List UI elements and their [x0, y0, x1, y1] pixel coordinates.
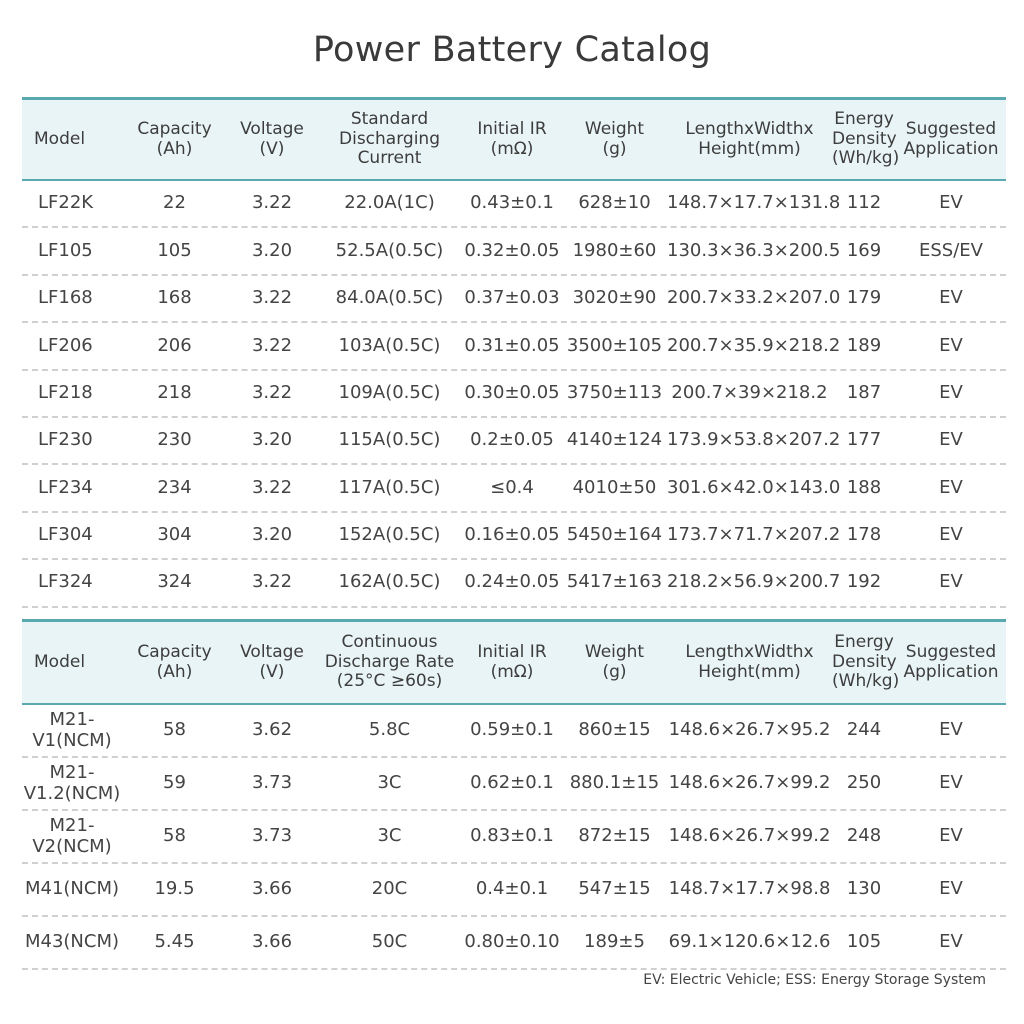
table-cell: 109A(0.5C) — [338, 381, 441, 403]
table-cell: 3.62 — [251, 719, 293, 741]
header-capacity: Capacity (Ah) — [137, 641, 212, 682]
table-cell: 0.24±0.05 — [464, 571, 560, 593]
table-cell: EV — [939, 931, 963, 953]
table-cell: 5.8C — [368, 719, 411, 741]
table-cell: 152A(0.5C) — [338, 524, 441, 546]
table-cell: EV — [939, 571, 963, 593]
header-model: Model — [34, 128, 86, 149]
table-cell: 4010±50 — [572, 476, 657, 498]
table-row — [22, 864, 1006, 917]
header-voltage: Voltage (V) — [240, 118, 304, 159]
header-energy-density: Energy Density (Wh/kg) — [832, 109, 900, 169]
table-cell: 177 — [846, 429, 882, 451]
table-cell: EV — [939, 192, 963, 214]
table-cell: LF105 — [38, 239, 93, 261]
table-cell: 189±5 — [584, 931, 645, 953]
table-cell: 0.2±0.05 — [470, 429, 554, 451]
table-cell: EV — [939, 334, 963, 356]
table-cell: 130.3×36.3×200.5 — [667, 239, 841, 261]
table-row — [22, 811, 1006, 864]
table-body — [22, 705, 1006, 970]
table-row — [22, 465, 1006, 512]
table-cell: 547±15 — [578, 878, 651, 900]
table-cell: 59 — [163, 772, 186, 794]
table-cell: 0.83±0.1 — [470, 825, 554, 847]
table-cell: EV — [939, 524, 963, 546]
header-discharge-rate: Continuous Discharge Rate (25°C ≥60s) — [324, 632, 455, 692]
table-cell: 187 — [846, 381, 882, 403]
table-row — [22, 181, 1006, 228]
table-cell: LF230 — [38, 429, 93, 451]
table-cell: EV — [939, 429, 963, 451]
table-cell: 200.7×33.2×207.0 — [667, 287, 841, 309]
table-body — [22, 181, 1006, 608]
table-cell: 20C — [371, 878, 408, 900]
header-model: Model — [34, 651, 86, 672]
table-cell: 0.62±0.1 — [470, 772, 554, 794]
table-cell: ≤0.4 — [490, 476, 534, 498]
table-row — [22, 323, 1006, 370]
table-cell: LF168 — [38, 287, 93, 309]
table-cell: 3.22 — [251, 334, 293, 356]
table-cell: 200.7×39×218.2 — [671, 381, 828, 403]
table-cell: 218.2×56.9×200.7 — [667, 571, 841, 593]
table-cell: EV — [939, 825, 963, 847]
table-cell: 3.22 — [251, 476, 293, 498]
table-cell: EV — [939, 287, 963, 309]
table-cell: 3.20 — [251, 524, 293, 546]
table-cell: 22 — [163, 192, 186, 214]
table-cell: 3750±113 — [566, 381, 663, 403]
table-cell: 5.45 — [154, 931, 195, 953]
table-row — [22, 228, 1006, 275]
table-cell: M41(NCM) — [24, 878, 120, 900]
header-discharging-current: Standard Discharging Current — [339, 109, 440, 169]
header-voltage: Voltage (V) — [240, 641, 304, 682]
table-header-row — [22, 97, 1006, 181]
table-cell: 0.80±0.10 — [464, 931, 560, 953]
table-cell: 0.31±0.05 — [464, 334, 560, 356]
footnote: EV: Electric Vehicle; ESS: Energy Storage System — [643, 972, 986, 988]
table-cell: 304 — [157, 524, 192, 546]
table-cell: 19.5 — [154, 878, 195, 900]
table-cell: 3.20 — [251, 239, 293, 261]
table-cell: 628±10 — [578, 192, 651, 214]
table-cell: 4140±124 — [566, 429, 663, 451]
table-cell: 189 — [846, 334, 882, 356]
header-application: Suggested Application — [903, 641, 999, 682]
table-cell: 324 — [157, 571, 192, 593]
table-cell: 162A(0.5C) — [338, 571, 441, 593]
table-cell: 3C — [377, 772, 402, 794]
table-cell: LF304 — [38, 524, 93, 546]
table-cell: 234 — [157, 476, 192, 498]
table-cell: 880.1±15 — [569, 772, 660, 794]
table-cell: 3C — [377, 825, 402, 847]
table-cell: 3.22 — [251, 192, 293, 214]
table-cell: 3.22 — [251, 287, 293, 309]
table-row — [22, 560, 1006, 607]
table-cell: 103A(0.5C) — [338, 334, 441, 356]
table-cell: 5450±164 — [566, 524, 663, 546]
ncm-battery-table — [22, 619, 1006, 970]
table-cell: 69.1×120.6×12.6 — [668, 931, 831, 953]
table-cell: EV — [939, 772, 963, 794]
table-cell: 1980±60 — [572, 239, 657, 261]
table-cell: 206 — [157, 334, 192, 356]
table-cell: LF22K — [38, 192, 94, 214]
table-cell: 148.6×26.7×99.2 — [668, 825, 831, 847]
table-cell: 173.7×71.7×207.2 — [667, 524, 841, 546]
table-row — [22, 276, 1006, 323]
header-energy-density: Energy Density (Wh/kg) — [832, 632, 900, 692]
table-cell: 3.73 — [251, 772, 293, 794]
table-cell: ESS/EV — [919, 239, 983, 261]
table-cell: 169 — [846, 239, 882, 261]
table-cell: 173.9×53.8×207.2 — [667, 429, 841, 451]
table-cell: 872±15 — [578, 825, 651, 847]
header-application: Suggested Application — [903, 118, 999, 159]
table-cell: 105 — [157, 239, 192, 261]
table-cell: 0.16±0.05 — [464, 524, 560, 546]
table-cell: 0.4±0.1 — [475, 878, 549, 900]
table-cell: 148.7×17.7×131.8 — [667, 192, 841, 214]
table-cell: 244 — [846, 719, 882, 741]
table-cell: LF218 — [38, 381, 93, 403]
table-cell: 3.22 — [251, 381, 293, 403]
header-initial-ir: Initial IR (mΩ) — [477, 118, 547, 159]
table-cell: 188 — [846, 476, 882, 498]
table-cell: EV — [939, 381, 963, 403]
table-cell: 112 — [846, 192, 882, 214]
page-title: Power Battery Catalog — [312, 30, 712, 70]
table-cell: M21-V1(NCM) — [32, 708, 112, 751]
table-cell: 22.0A(1C) — [344, 192, 435, 214]
lfp-battery-table — [22, 97, 1006, 608]
table-cell: 0.32±0.05 — [464, 239, 560, 261]
table-cell: M21-V2(NCM) — [32, 814, 112, 857]
table-cell: 230 — [157, 429, 192, 451]
table-cell: 50C — [371, 931, 408, 953]
table-cell: 84.0A(0.5C) — [335, 287, 444, 309]
table-cell: 130 — [846, 878, 882, 900]
table-header-row — [22, 619, 1006, 705]
table-row — [22, 513, 1006, 560]
table-cell: 218 — [157, 381, 192, 403]
table-row — [22, 418, 1006, 465]
table-cell: 0.37±0.03 — [464, 287, 560, 309]
table-cell: 3020±90 — [572, 287, 657, 309]
table-cell: 301.6×42.0×143.0 — [667, 476, 841, 498]
table-cell: 200.7×35.9×218.2 — [667, 334, 841, 356]
table-cell: 3.66 — [251, 878, 293, 900]
table-cell: 148.6×26.7×99.2 — [668, 772, 831, 794]
table-cell: M21-V1.2(NCM) — [23, 761, 121, 804]
table-cell: 148.7×17.7×98.8 — [668, 878, 831, 900]
table-cell: EV — [939, 878, 963, 900]
header-initial-ir: Initial IR (mΩ) — [477, 641, 547, 682]
table-cell: 148.6×26.7×95.2 — [668, 719, 831, 741]
header-weight: Weight (g) — [584, 118, 645, 159]
table-cell: 0.59±0.1 — [470, 719, 554, 741]
table-cell: 0.43±0.1 — [470, 192, 554, 214]
table-cell: 178 — [846, 524, 882, 546]
table-cell: 3500±105 — [566, 334, 663, 356]
table-cell: 58 — [163, 719, 186, 741]
table-cell: 860±15 — [578, 719, 651, 741]
table-cell: 248 — [846, 825, 882, 847]
table-cell: EV — [939, 476, 963, 498]
header-capacity: Capacity (Ah) — [137, 118, 212, 159]
header-dimensions: LengthxWidthx Height(mm) — [685, 641, 814, 682]
header-dimensions: LengthxWidthx Height(mm) — [685, 118, 814, 159]
table-row — [22, 705, 1006, 758]
table-cell: 105 — [846, 931, 882, 953]
table-cell: M43(NCM) — [24, 931, 120, 953]
table-cell: 179 — [846, 287, 882, 309]
table-cell: 192 — [846, 571, 882, 593]
table-row — [22, 917, 1006, 970]
table-cell: 0.30±0.05 — [464, 381, 560, 403]
table-cell: LF234 — [38, 476, 93, 498]
table-cell: LF324 — [38, 571, 93, 593]
table-cell: 3.73 — [251, 825, 293, 847]
table-row — [22, 758, 1006, 811]
table-cell: EV — [939, 719, 963, 741]
table-cell: 250 — [846, 772, 882, 794]
table-cell: 3.22 — [251, 571, 293, 593]
table-cell: 117A(0.5C) — [338, 476, 441, 498]
table-cell: 58 — [163, 825, 186, 847]
table-cell: 168 — [157, 287, 192, 309]
table-cell: 3.66 — [251, 931, 293, 953]
header-weight: Weight (g) — [584, 641, 645, 682]
table-cell: 5417±163 — [566, 571, 663, 593]
table-cell: 115A(0.5C) — [338, 429, 441, 451]
table-cell: LF206 — [38, 334, 93, 356]
table-row — [22, 371, 1006, 418]
table-cell: 3.20 — [251, 429, 293, 451]
table-cell: 52.5A(0.5C) — [335, 239, 444, 261]
